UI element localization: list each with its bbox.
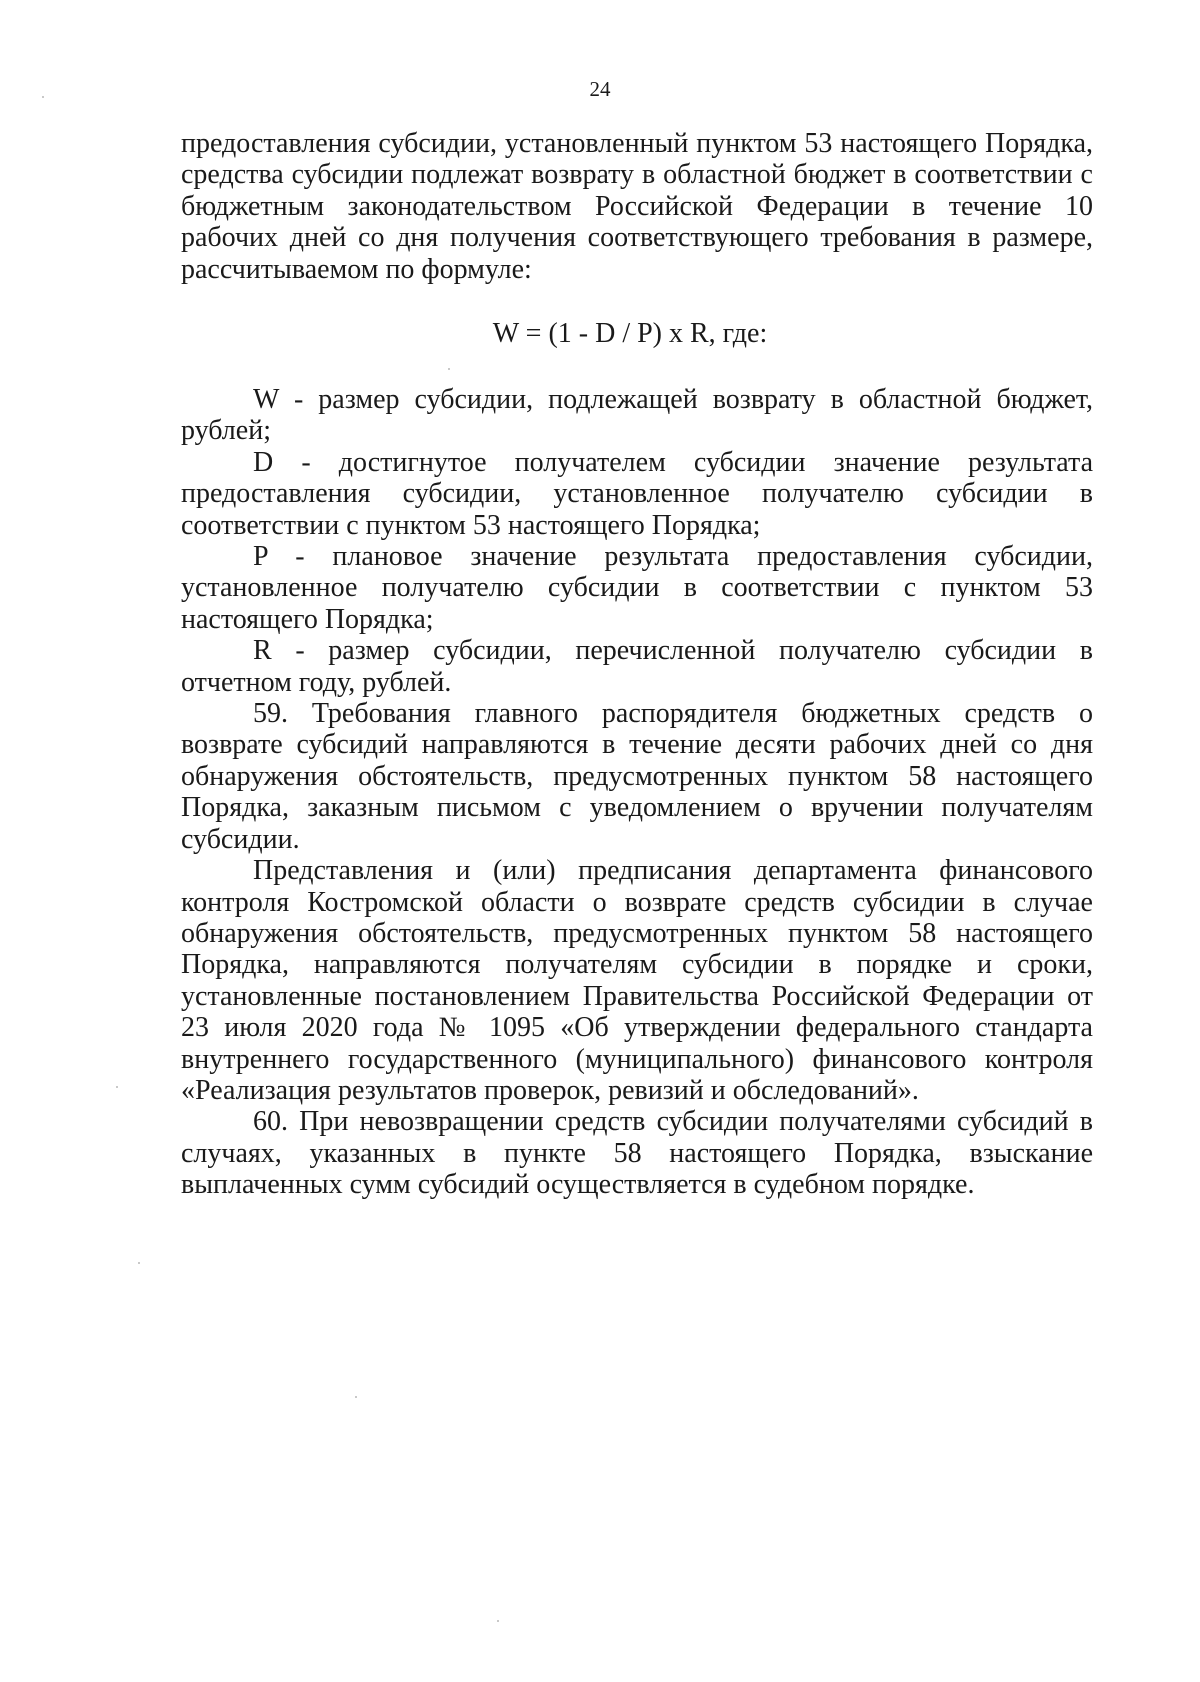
- clause-59-continued: Представления и (или) предписания департамента финансового контроля Костромской области о возврате средств субсидии в случае обнаружения обстоятельств, предусмотренных пунктом 58 настоящего Порядка, направляются получателям субсидии в порядке и сроки, установленные постановлением Правительства Российской Федерации от 23 июля 2020 года № 1095 «Об утверждении федерального стандарта внутреннего государственного (муниципального) финансового контроля «Реализация результатов проверок, ревизий и обследований».: [181, 855, 1093, 1106]
- clause-60: 60. При невозвращении средств субсидии получателями субсидий в случаях, указанных в пункте 58 настоящего Порядка, взыскание выплаченных сумм субсидий осуществляется в судебном порядке.: [181, 1106, 1093, 1201]
- scan-speck: [448, 368, 450, 370]
- page-number: 24: [589, 77, 611, 101]
- scan-speck: [42, 96, 44, 98]
- clause-59: 59. Требования главного распорядителя бюджетных средств о возврате субсидий направляются в течение десяти рабочих дней со дня обнаружения обстоятельств, предусмотренных пунктом 58 настоящего Порядка, заказным письмом с уведомлением о вручении получателям субсидии.: [181, 698, 1093, 855]
- formula: W = (1 - D / P) x R, где:: [492, 318, 768, 349]
- scan-speck: [116, 1086, 118, 1088]
- intro-block: [181, 128, 1093, 285]
- intro-paragraph: предоставления субсидии, установленный пунктом 53 настоящего Порядка, средства субсидии подлежат возврату в областной бюджет в соответствии с бюджетным законодательством Российской Федерации в течение 10 рабочих дней со дня получения соответствующего требования в размере, рассчитываемом по формуле:: [181, 128, 1093, 285]
- scan-speck: [138, 1262, 140, 1264]
- definition-r: R - размер субсидии, перечисленной получателю субсидии в отчетном году, рублей.: [181, 635, 1093, 698]
- definition-d: D - достигнутое получателем субсидии значение результата предоставления субсидии, установленное получателю субсидии в соответствии с пунктом 53 настоящего Порядка;: [181, 446, 1093, 541]
- scan-speck: [355, 1396, 357, 1398]
- scan-speck: [497, 1620, 499, 1622]
- definition-p: P - плановое значение результата предоставления субсидии, установленное получателю субсидии в соответствии с пунктом 53 настоящего Порядка;: [181, 541, 1093, 635]
- main-text-block: [181, 384, 1093, 1201]
- definition-w: W - размер субсидии, подлежащей возврату в областной бюджет, рублей;: [181, 384, 1093, 447]
